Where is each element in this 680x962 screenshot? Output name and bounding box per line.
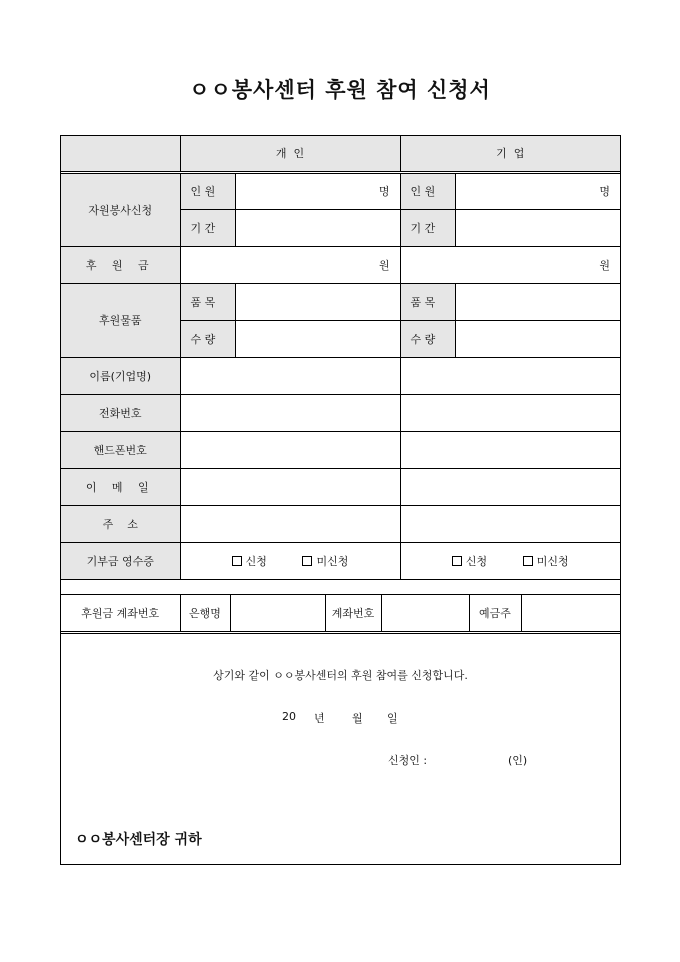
checkbox-icon[interactable] — [452, 556, 462, 566]
individual-email-field[interactable] — [180, 468, 400, 505]
company-mobile-field[interactable] — [400, 431, 620, 468]
application-form — [60, 135, 621, 865]
column-header-individual: 개 인 — [180, 136, 400, 172]
company-qty-field[interactable] — [455, 320, 620, 357]
date-day-label: 일 — [387, 712, 398, 725]
header-blank-cell — [61, 136, 180, 172]
company-receipt-apply[interactable]: 신청 — [452, 553, 487, 569]
receipt-label: 기부금 영수증 — [61, 542, 180, 579]
individual-mobile-field[interactable] — [180, 431, 400, 468]
individual-address-field[interactable] — [180, 505, 400, 542]
company-phone-field[interactable] — [400, 394, 620, 431]
individual-receipt-apply[interactable]: 신청 — [232, 553, 267, 569]
bank-account-label: 후원금 계좌번호 — [61, 594, 180, 632]
donation-label: 후 원 금 — [61, 246, 180, 283]
checkbox-icon[interactable] — [232, 556, 242, 566]
company-period-label: 기 간 — [400, 209, 455, 246]
application-statement: 상기와 같이 ㅇㅇ봉사센터의 후원 참여를 신청합니다. — [213, 669, 468, 682]
account-holder-field[interactable] — [521, 594, 620, 632]
address-label: 주 소 — [61, 505, 180, 542]
individual-people-label: 인 원 — [180, 172, 235, 209]
mobile-label: 핸드폰번호 — [61, 431, 180, 468]
individual-period-label: 기 간 — [180, 209, 235, 246]
column-header-company: 기 업 — [400, 136, 620, 172]
date-year-prefix: 20 — [282, 710, 296, 723]
company-donation-field[interactable]: 원 — [400, 246, 620, 283]
individual-item-field[interactable] — [235, 283, 400, 320]
company-name-field[interactable] — [400, 357, 620, 394]
spacer-row — [61, 580, 620, 594]
company-item-label: 품 목 — [400, 283, 455, 320]
account-holder-label: 예금주 — [469, 594, 521, 632]
name-label: 이름(기업명) — [61, 357, 180, 394]
individual-receipt-not-apply[interactable]: 미신청 — [302, 553, 348, 569]
addressee: ㅇㅇ봉사센터장 귀하 — [75, 832, 202, 848]
checkbox-icon[interactable] — [523, 556, 533, 566]
company-period-field[interactable] — [455, 209, 620, 246]
bank-account-table — [61, 594, 620, 634]
applicant-label: 신청인 : — [388, 754, 428, 767]
bank-name-field[interactable] — [230, 594, 325, 632]
applicant-seal: (인) — [508, 754, 528, 767]
date-year-label: 년 — [314, 712, 325, 725]
individual-qty-label: 수 량 — [180, 320, 235, 357]
individual-qty-field[interactable] — [235, 320, 400, 357]
page-title: ㅇㅇ봉사센터 후원 참여 신청서 — [189, 77, 491, 102]
individual-receipt-options — [180, 542, 400, 579]
goods-label: 후원물품 — [61, 283, 180, 357]
company-receipt-not-apply[interactable]: 미신청 — [523, 553, 569, 569]
bank-name-label: 은행명 — [180, 594, 230, 632]
individual-donation-field[interactable]: 원 — [180, 246, 400, 283]
individual-item-label: 품 목 — [180, 283, 235, 320]
company-email-field[interactable] — [400, 468, 620, 505]
company-people-label: 인 원 — [400, 172, 455, 209]
date-month-label: 월 — [352, 712, 363, 725]
volunteer-label: 자원봉사신청 — [61, 172, 180, 246]
account-number-label: 계좌번호 — [325, 594, 381, 632]
email-label: 이 메 일 — [61, 468, 180, 505]
checkbox-icon[interactable] — [302, 556, 312, 566]
company-receipt-options — [400, 542, 620, 579]
individual-people-field[interactable]: 명 — [235, 172, 400, 209]
company-item-field[interactable] — [455, 283, 620, 320]
form-table — [61, 136, 620, 580]
account-number-field[interactable] — [381, 594, 469, 632]
individual-period-field[interactable] — [235, 209, 400, 246]
company-address-field[interactable] — [400, 505, 620, 542]
individual-phone-field[interactable] — [180, 394, 400, 431]
phone-label: 전화번호 — [61, 394, 180, 431]
company-qty-label: 수 량 — [400, 320, 455, 357]
company-people-field[interactable]: 명 — [455, 172, 620, 209]
individual-name-field[interactable] — [180, 357, 400, 394]
